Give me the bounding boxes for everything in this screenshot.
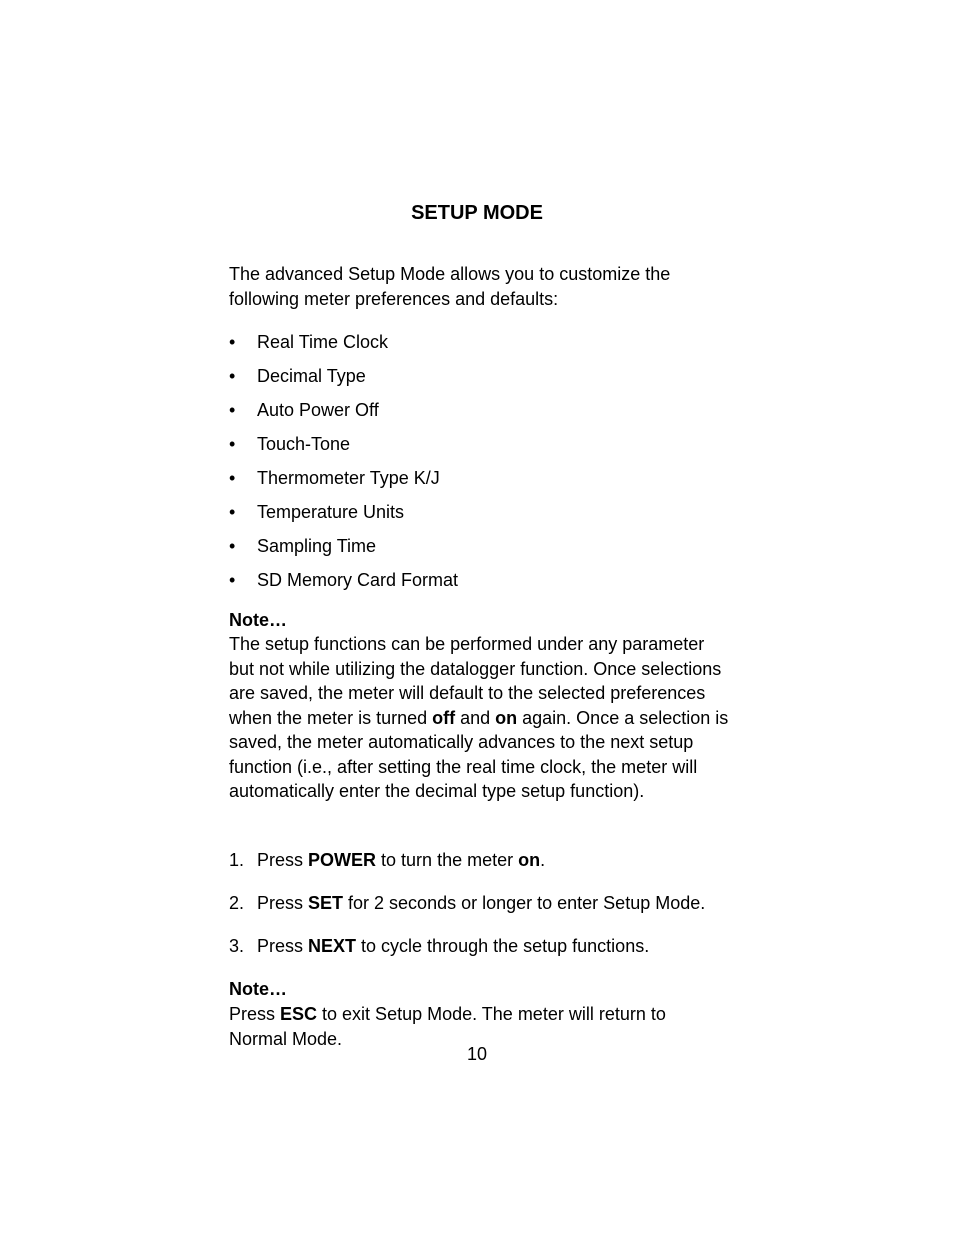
note-text: and (455, 707, 496, 728)
key-name: ESC (280, 1004, 318, 1024)
step-text-part: to turn the meter (376, 850, 519, 870)
page-number: 10 (466, 1044, 488, 1064)
bullet-icon: • (229, 400, 236, 420)
step-number: 2. (229, 893, 245, 913)
note-text: The setup functions can be performed under any parameter but not while utilizing the datalogger function. Once selections are saved, the meter will default to the selected preferences when the meter is turned (229, 634, 722, 728)
key-name: SET (308, 893, 344, 913)
step-text (257, 848, 545, 873)
step-number: 3. (229, 936, 245, 956)
page-title: SETUP MODE (411, 202, 543, 224)
note-text: again. Once a selection is saved, the meter automatically advances to the next setup function (i.e., after setting the real time clock, the meter will automatically enter the decimal type setup function). (229, 707, 729, 801)
bullet-icon: • (229, 536, 236, 556)
step-text-part: for 2 seconds or longer to enter Setup Mode. (343, 893, 706, 913)
step-text-part: . (540, 850, 546, 870)
step-text-part: to cycle through the setup functions. (356, 936, 650, 956)
bullet-icon: • (229, 468, 236, 488)
list-item-label: Auto Power Off (257, 400, 379, 420)
key-name: NEXT (308, 936, 357, 956)
bullet-icon: • (229, 570, 236, 590)
step-text (257, 934, 649, 959)
list-item-label: SD Memory Card Format (257, 570, 459, 590)
step-text-part: Press (257, 936, 309, 956)
note-heading: Note… (229, 979, 287, 999)
step-number: 1. (229, 850, 245, 870)
note-paragraph (229, 632, 729, 804)
list-item-label: Decimal Type (257, 366, 366, 386)
intro-paragraph: The advanced Setup Mode allows you to customize the following meter preferences and defaults: (229, 264, 671, 309)
list-item-label: Temperature Units (257, 502, 405, 522)
bullet-icon: • (229, 366, 236, 386)
list-item-label: Touch-Tone (257, 434, 351, 454)
note-heading: Note… (229, 610, 287, 630)
note-bold-on: on (495, 707, 518, 728)
step-text (257, 891, 705, 916)
list-item-label: Sampling Time (257, 536, 377, 556)
list-item-label: Real Time Clock (257, 332, 389, 352)
note-bold-off: off (432, 707, 456, 728)
bullet-icon: • (229, 502, 236, 522)
note-text: to exit Setup Mode. The meter will return to Normal Mode. (229, 1004, 666, 1049)
list-item-label: Thermometer Type K/J (257, 468, 440, 488)
note-text: Press (229, 1004, 281, 1024)
bullet-icon: • (229, 332, 236, 352)
step-text-part: Press (257, 893, 309, 913)
key-name: POWER (308, 850, 377, 870)
bullet-icon: • (229, 434, 236, 454)
step-text-part: Press (257, 850, 309, 870)
step-bold-word: on (518, 850, 541, 870)
